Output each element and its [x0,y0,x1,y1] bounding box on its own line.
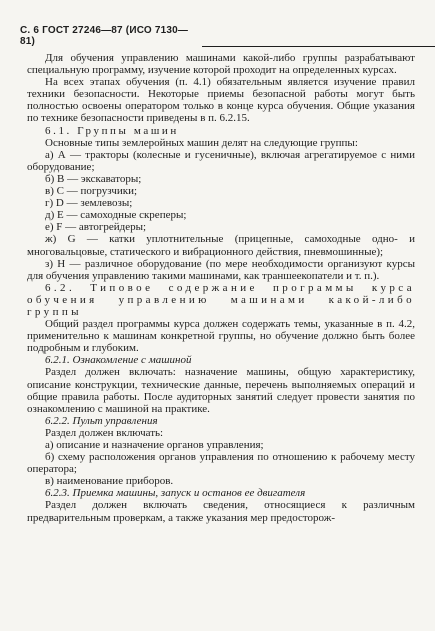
paragraph: Раздел должен включать сведения, относящиеся к различным предварительным проверкам, а также указания мер предосторож- [27,499,415,524]
list-item: а) А — тракторы (колесные и гусеничные), включая агрегатируемое с ними оборудование; [27,148,415,173]
list-item: в) наименование приборов. [45,475,174,488]
paragraph: На всех этапах обучения (п. 4.1) обязательным является изучение правил техники безопасности. Некоторые приемы безопасной работы могут быть полностью освоены оператором только в конце курса обучения. Общие указания по технике безопасности приведены в п. 6.2.15. [27,76,415,125]
list-item: г) D — землевозы; [45,197,133,210]
header-rule [202,46,435,47]
paragraph: Общий раздел программы курса должен содержать темы, указанные в п. 4.2, применительно к машинам конкретной группы, но обучение должно быть более подробным и глубоким. [27,318,415,355]
list-item: а) описание и назначение органов управления; [45,439,264,451]
subsection-heading-6-2-3 [27,487,415,499]
list-item: ж) G — катки уплотнительные (прицепные, самоходные одно- и многовальцовые, статического и вибрационного действия, пневмошинные); [27,233,415,258]
subsection-heading-6-2-1 [27,354,415,366]
list-item: д) Е — самоходные скреперы; [45,209,187,222]
list-item: з) Н — различное оборудование (по мере необходимости организуют курсы для обучения управлению такими машинами, как траншеекопатели и т. п.). [27,257,415,282]
page-header [20,25,435,47]
subsection-title: 6.2.2. Пульт управления [45,414,158,427]
page-header-text: С. 6 ГОСТ 27246—87 (ИСО 7130—81) [20,25,189,47]
list-item: б) схему расположения органов управления по отношению к рабочему месту оператора; [27,451,415,476]
section-heading-6-2: 6.2. Типовое содержание программы курса обучения управлению машинами какой-либо группы [27,281,415,318]
list-item: е) F — автогрейдеры; [45,221,147,234]
subsection-title: 6.2.1. Ознакомление с машиной [45,354,192,367]
section-heading-6-1: 6.1. Группы машин [45,124,179,137]
page-body [27,52,415,524]
subsection-heading-6-2-2 [27,415,415,427]
paragraph: Для обучения управлению машинами какой-либо группы разрабатывают специальную программу, изучение которой проходит на определенных курсах. [27,52,415,77]
list-item: в) С — погрузчики; [45,185,138,198]
paragraph: Основные типы землеройных машин делят на следующие группы: [45,136,358,149]
paragraph: Раздел должен включать: назначение машины, общую характеристику, описание конструкции, технические данные, перечень выполняемых операций и общие правила работы. После аудиторных занятий следует провести занятия по ознакомлению с машиной на практике. [27,366,415,415]
paragraph: Раздел должен включать: [45,426,164,439]
list-item: б) В — экскаваторы; [45,172,142,185]
subsection-title: 6.2.3. Приемка машины, запуск и останов ее двигателя [45,487,306,500]
